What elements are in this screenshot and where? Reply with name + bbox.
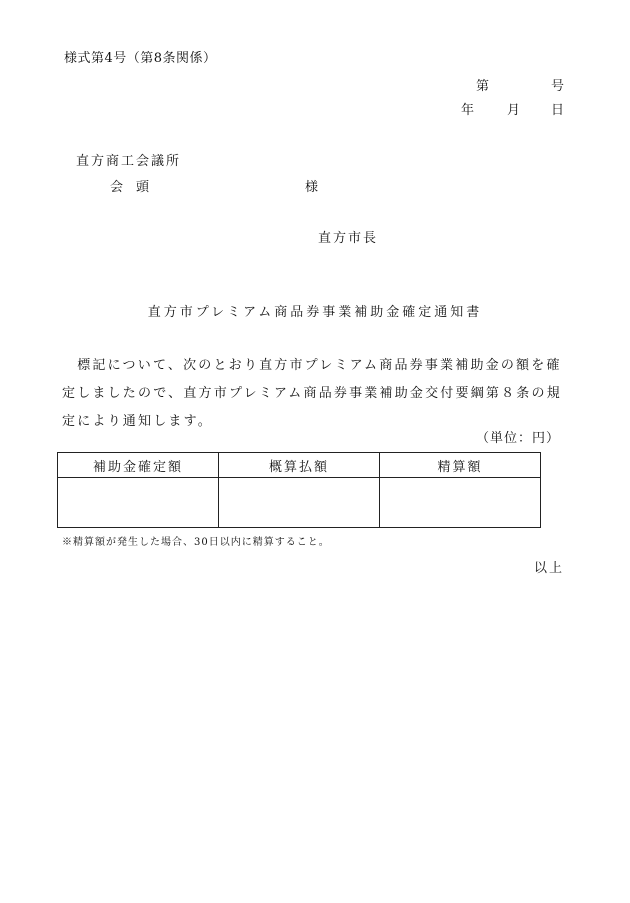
cell-confirmed-amount [58, 478, 219, 528]
recipient-honorific: 様 [305, 180, 319, 195]
date-year: 年 [461, 103, 475, 118]
recipient-organization: 直方商工会議所 [76, 154, 182, 169]
cell-settlement-amount [380, 478, 541, 528]
header-advance-payment: 概算払額 [219, 453, 380, 478]
date-month: 月 [507, 103, 521, 118]
document-number-prefix: 第 [476, 79, 490, 94]
recipient-title: 会 頭 [110, 180, 150, 195]
header-settlement-amount: 精算額 [380, 453, 541, 478]
settlement-note: ※精算額が発生した場合、30日以内に精算すること。 [62, 537, 330, 548]
table-header-row [58, 453, 541, 478]
date-day: 日 [551, 103, 565, 118]
cell-advance-payment [219, 478, 380, 528]
closing-remark: 以上 [533, 561, 564, 576]
unit-label: （単位：円） [475, 431, 560, 446]
body-text: 標記について、次のとおり直方市プレミアム商品券事業補助金の額を確定しましたので、直方市プレミアム商品券事業補助金交付要綱第８条の規定により通知します。 [62, 358, 562, 429]
document-number-suffix: 号 [551, 79, 565, 94]
header-confirmed-amount: 補助金確定額 [58, 453, 219, 478]
table-row [58, 478, 541, 528]
amounts-table [57, 452, 541, 528]
sender-name: 直方市長 [318, 231, 379, 246]
form-number: 様式第4号（第8条関係） [64, 51, 217, 66]
document-title: 直方市プレミアム商品券事業補助金確定通知書 [147, 305, 483, 320]
